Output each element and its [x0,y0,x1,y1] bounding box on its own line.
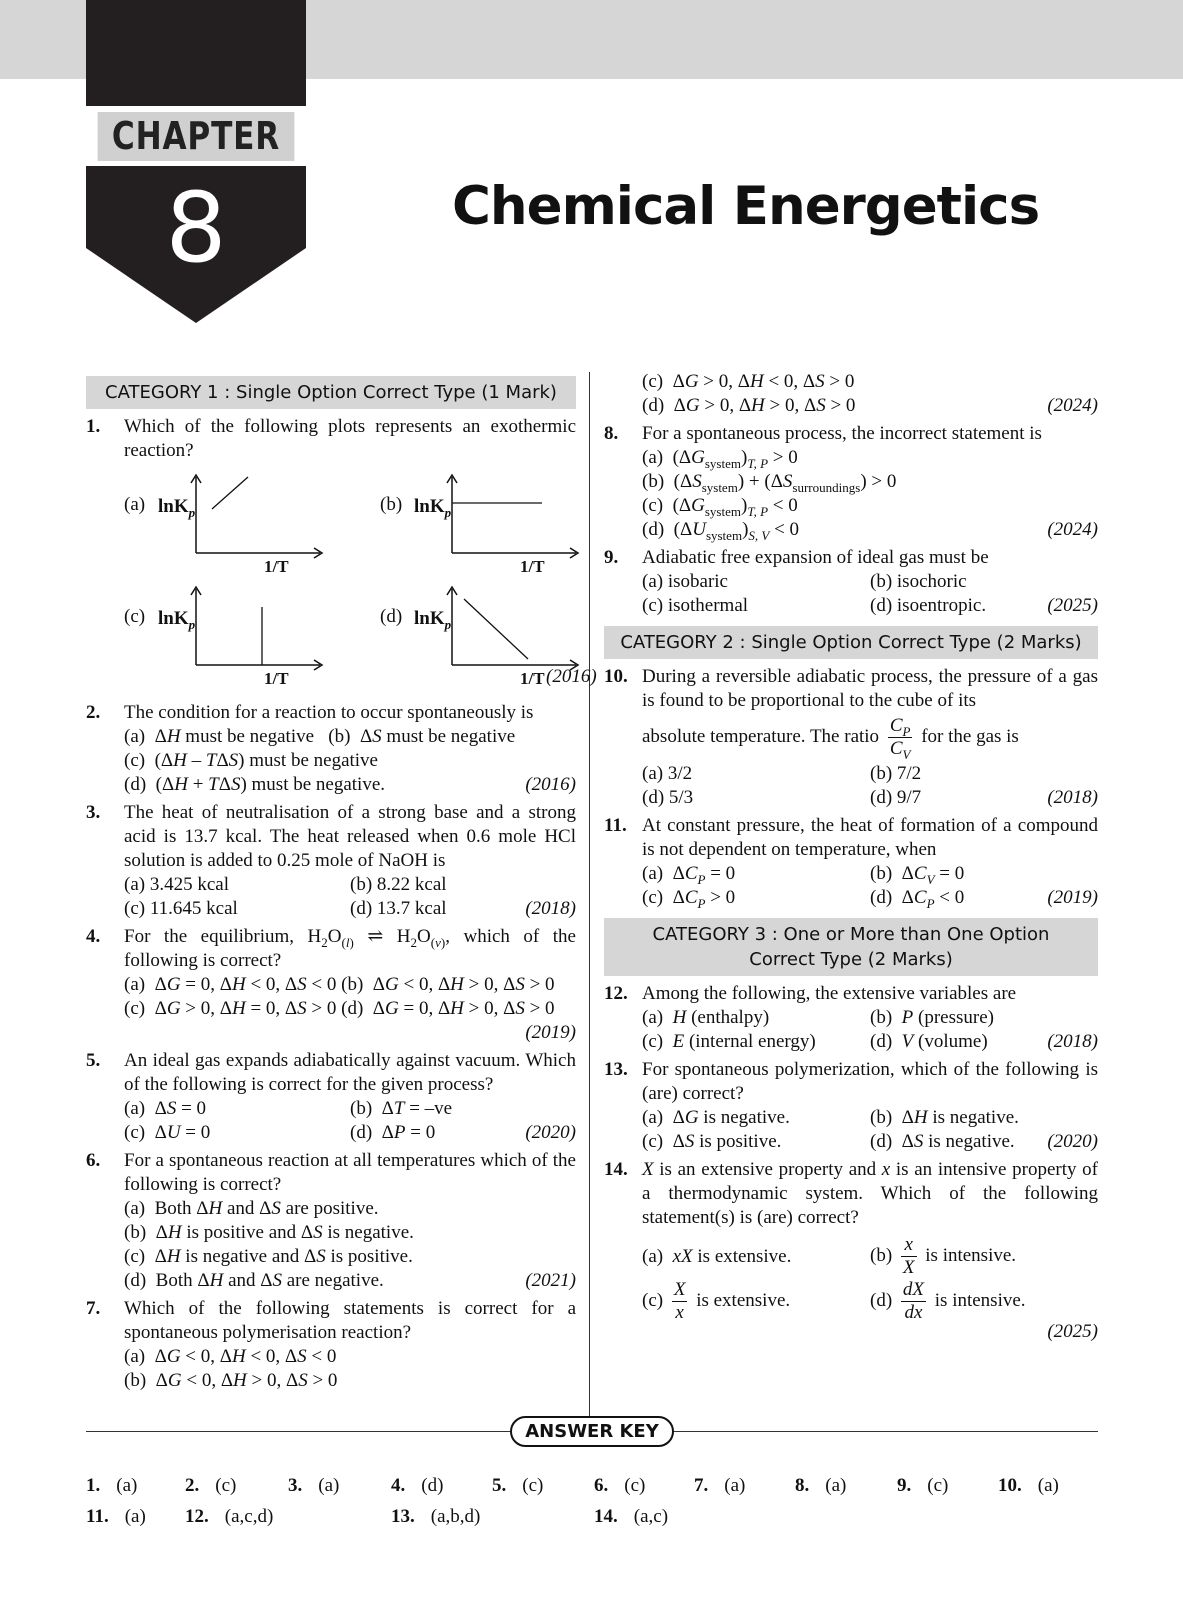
question-7-continued [604,370,1098,418]
plot-d-graph [420,581,620,671]
answer-item: 1. (a) [86,1475,138,1496]
answer-item: 2. (c) [185,1475,237,1496]
option-c: (c) 11.645 kcal [124,898,238,919]
year-tag: (2025) [1047,595,1098,616]
question-12 [604,982,1098,1054]
option-c: (c) isothermal [642,595,749,616]
plot-c-graph [164,581,364,671]
answer-item: 4. (d) [391,1475,444,1496]
question-text: For a spontaneous reaction at all temperatures which of the following is correct? [124,1150,576,1195]
option-d: (d) $(\Delta U_{system})_{S, V} < 0$ (2024) [642,519,1098,543]
year-tag: (2024) [1047,519,1098,540]
fraction-cp-cv: $\frac{C_P}{C_V}$ [889,715,911,762]
year-tag: (2019) [1047,887,1098,908]
question-7 [86,1297,576,1393]
question-number: 6. [86,1150,101,1171]
options [642,1006,1098,1054]
year-tag: (2020) [1047,1131,1098,1152]
option-a-b: (a) ΔH must be negative (b) ΔS must be negative [124,726,516,747]
option-b: (b) P (pressure) [870,1007,994,1028]
option-a: (a) xX is extensive. [642,1245,792,1267]
chapter-label: CHAPTER [98,112,295,161]
option-c: (c) $\Delta C_P > 0$ [642,887,736,911]
option-a: (a) $\Delta C_P = 0$ [642,863,736,887]
year-tag: (2018) [1047,1031,1098,1052]
axis-x-label: 1/T [520,669,545,688]
question-4 [86,925,576,1045]
answer-item: 10. (a) [998,1475,1059,1496]
question-6 [86,1149,576,1293]
question-text: X is an extensive property and x is an intensive property of a thermodynamic system. Which of the following statement(s) is (are) correct? [642,1159,1098,1228]
option-label: (d) [380,606,403,627]
option-c: (c) ΔG > 0, ΔH < 0, ΔS > 0 [642,371,855,392]
option-a: (a) ΔG is negative. [642,1107,790,1128]
question-number: 9. [604,547,619,568]
year-tag: (2021) [525,1270,576,1291]
option-a: (a) 3.425 kcal [124,874,229,895]
question-1 [86,415,597,697]
option-a: (a) ΔG < 0, ΔH < 0, ΔS < 0 [124,1346,337,1367]
option-d: (d) 9/7 (2018) [870,787,1098,808]
answer-item: 13. (a,b,d) [391,1506,481,1527]
right-column [604,372,1098,1348]
answer-row-2 [86,1505,1086,1531]
year-tag: (2018) [525,898,576,919]
question-text: The condition for a reaction to occur spontaneously is [124,702,534,723]
question-text-fraction-line: absolute temperature. The ratio $\frac{C_P}{C_V}$ for the gas is [642,715,1019,762]
question-number: 1. [86,416,101,437]
option-b: (b) ΔT = –ve [350,1098,453,1119]
axis-x-label: 1/T [520,557,545,576]
question-9 [604,546,1098,618]
question-number: 14. [604,1159,628,1180]
question-text: Among the following, the extensive variables are [642,983,1017,1004]
chapter-badge-top [86,0,306,106]
answer-item: 6. (c) [594,1475,646,1496]
question-5 [86,1049,576,1145]
question-text: During a reversible adiabatic process, the pressure of a gas is found to be proportional to the cube of its [642,666,1098,711]
option-b: (b) ΔG < 0, ΔH > 0, ΔS > 0 [124,1370,338,1391]
chapter-number: 8 [165,172,227,284]
option-c: (c) ΔU = 0 [124,1122,211,1143]
question-number: 2. [86,702,101,723]
question-3 [86,801,576,921]
question-text: Which of the following plots represents an exothermic reaction? [124,416,576,461]
option-a-b: (a) ΔG = 0, ΔH < 0, ΔS < 0 (b) ΔG < 0, ΔH > 0, ΔS > 0 [124,974,555,995]
answer-item: 11. (a) [86,1506,146,1527]
axis-y-label: lnK$_p$ [414,608,452,632]
answer-item: 14. (a,c) [594,1506,669,1527]
option-b: (b) ΔH is positive and ΔS is negative. [124,1222,414,1243]
question-text: For spontaneous polymerization, which of the following is (are) correct? [642,1059,1098,1104]
question-11 [604,814,1098,910]
options [642,1234,1098,1324]
axis-y-label: lnK$_p$ [158,608,196,632]
plot-option-a [124,469,364,579]
category-1-header: CATEGORY 1 : Single Option Correct Type (1 Mark) [86,376,576,409]
answer-row-1 [86,1474,1086,1500]
plot-option-b [380,469,620,579]
option-a: (a) 3/2 [642,763,693,784]
answer-item: 8. (a) [795,1475,847,1496]
answer-item: 3. (a) [288,1475,340,1496]
question-number: 10. [604,666,628,687]
options [124,873,576,921]
year-tag: (2018) [1047,787,1098,808]
question-number: 11. [604,815,627,836]
question-number: 7. [86,1298,101,1319]
option-d: (d) ΔP = 0 (2020) [350,1122,576,1143]
question-14 [604,1158,1098,1344]
answer-item: 9. (c) [897,1475,949,1496]
question-text: Which of the following statements is correct for a spontaneous polymerisation reaction? [124,1298,576,1343]
option-c: (d) 5/3 [642,787,694,808]
options [642,862,1098,910]
option-a: (a) isobaric [642,571,728,592]
option-d: (d) ΔG > 0, ΔH > 0, ΔS > 0 (2024) [642,395,1098,416]
options [642,570,1098,618]
option-d: (d) V (volume) (2018) [870,1031,1098,1052]
year-tag: (2020) [525,1122,576,1143]
option-d: (d) 13.7 kcal (2018) [350,898,576,919]
option-b: (b) $(\Delta S_{system}) + (\Delta S_{surroundings}) > 0$ [642,471,897,495]
year-tag: (2016) [525,774,576,795]
question-number: 8. [604,423,619,444]
axis-x-label: 1/T [264,557,289,576]
question-text: The heat of neutralisation of a strong base and a strong acid is 13.7 kcal. The heat released when 0.6 mole HCl solution is added to 0.25 mole of NaOH is [124,802,576,871]
option-c: (c) ΔH is negative and ΔS is positive. [124,1246,413,1267]
option-a: (a) ΔS = 0 [124,1098,207,1119]
answer-item: 7. (a) [694,1475,746,1496]
left-column [86,372,597,1397]
year-tag: (2025) [1047,1321,1098,1342]
option-label: (b) [380,494,403,515]
year-tag: (2024) [1047,395,1098,416]
option-c: (c) ΔS is positive. [642,1131,782,1152]
plot-options [124,469,597,697]
question-number: 4. [86,926,101,947]
option-a: (a) $(\Delta G_{system})_{T, P} > 0$ [642,447,798,471]
option-b: (b) 8.22 kcal [350,874,447,895]
options [642,1106,1098,1154]
question-number: 3. [86,802,101,823]
question-8 [604,422,1098,542]
option-c: (c) E (internal energy) [642,1031,816,1052]
question-number: 13. [604,1059,628,1080]
plot-option-c [124,581,364,691]
option-d: (d) isoentropic. (2025) [870,595,1098,616]
option-b: (b) isochoric [870,571,967,592]
option-c: (c) (ΔH – TΔS) must be negative [124,750,378,771]
options [124,1097,576,1145]
option-d: (d) ΔS is negative. (2020) [870,1131,1098,1152]
option-c-d: (c) ΔG > 0, ΔH = 0, ΔS > 0 (d) ΔG = 0, ΔH > 0, ΔS > 0 [124,998,555,1019]
option-d: (d) $\Delta C_P < 0$ (2019) [870,887,1098,911]
year-tag: (2019) [525,1022,576,1043]
question-text: For a spontaneous process, the incorrect statement is [642,423,1042,444]
answer-item: 12. (a,c,d) [185,1506,274,1527]
option-b: (b) ΔH is negative. [870,1107,1019,1128]
category-2-header: CATEGORY 2 : Single Option Correct Type (2 Marks) [604,626,1098,659]
option-label: (a) [124,494,146,515]
question-10 [604,665,1098,810]
question-text: For the equilibrium, $H_2O_{(l)}$ ⇌ $H_2O_{(v)}$, which of the following is correct? [124,926,576,971]
option-b: (b) 7/2 [870,763,922,784]
question-2 [86,701,576,797]
options [642,762,1098,810]
answer-item: 5. (c) [492,1475,544,1496]
option-d: (d) Both ΔH and ΔS are negative. (2021) [124,1270,576,1291]
question-number: 5. [86,1050,101,1071]
axis-y-label: lnK$_p$ [158,496,196,520]
question-text: At constant pressure, the heat of formation of a compound is not dependent on temperature, when [642,815,1098,860]
option-c: (c) $(\Delta G_{system})_{T, P} < 0$ [642,495,798,519]
option-a: (a) Both ΔH and ΔS are positive. [124,1198,379,1219]
year-tag: (2016) [546,666,597,687]
plot-b-graph [420,469,620,559]
question-text: Adiabatic free expansion of ideal gas must be [642,547,989,568]
option-b: (b) $\Delta C_V = 0$ [870,863,965,887]
question-number: 12. [604,983,628,1004]
option-label: (c) [124,606,146,627]
axis-y-label: lnK$_p$ [414,496,452,520]
chapter-title: Chemical Energetics [452,176,1040,237]
option-d: (d) (ΔH + TΔS) must be negative. (2016) [124,774,576,795]
plot-option-d [380,581,620,691]
option-b: (b) $\frac{x}{X}$ is intensive. [870,1234,1017,1278]
question-text: An ideal gas expands adiabatically against vacuum. Which of the following is correct for the given process? [124,1050,576,1095]
plot-a-graph [164,469,364,559]
option-a: (a) H (enthalpy) [642,1007,770,1028]
answer-key-title: ANSWER KEY [510,1416,674,1447]
question-13 [604,1058,1098,1154]
option-c: (c) $\frac{X}{x}$ is extensive. [642,1279,791,1323]
option-d: (d) $\frac{dX}{dx}$ is intensive. [870,1279,1026,1323]
axis-x-label: 1/T [264,669,289,688]
category-3-header: CATEGORY 3 : One or More than One Option Correct Type (2 Marks) [604,918,1098,976]
